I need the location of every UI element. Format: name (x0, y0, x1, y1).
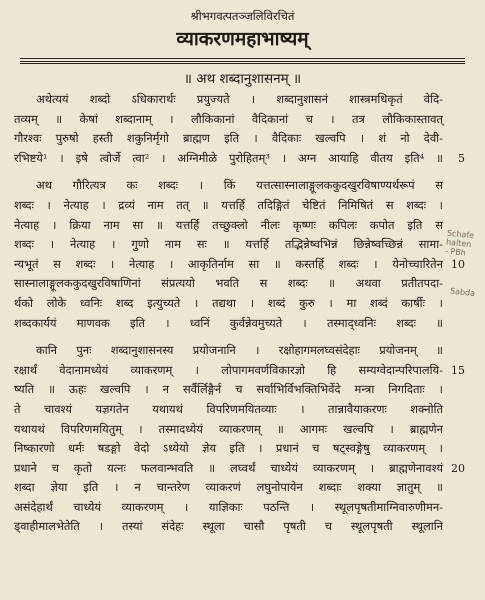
text-line (14, 341, 471, 361)
line-number: 5 (458, 151, 465, 165)
paragraph (14, 341, 471, 537)
line-text: ष्यति ॥ ऊहः खल्वपि । न सर्वैर्लिङ्गैर्न च सर्वाभिर्विभक्तिभिर्वेदे मन्त्रा निगदिताः । (14, 382, 443, 397)
line-number: 20 (451, 461, 465, 475)
text-line (14, 459, 471, 479)
text-line (14, 255, 471, 275)
paragraph (14, 176, 471, 333)
text-line (14, 90, 471, 110)
line-text: गौरश्वः पुरुषो हस्ती शकुनिर्मृगो ब्राह्मण इति । वैदिकाः खल्वपि । शं नो देवी- (14, 131, 443, 146)
line-text: सास्नालाङ्गूलककुदखुरविषाणिनां संप्रत्ययो भवति स शब्दः ॥ अथवा प्रतीतपदा- (14, 276, 443, 291)
text-line (14, 110, 471, 130)
line-text: रभिष्टये¹ । इषे त्वोर्जे त्वा² । अग्निमीळे पुरोहितम्³ । अग्न आयाहि वीतय इति⁴ ॥ (14, 150, 443, 165)
work-title: व्याकरणमहाभाष्यम् (176, 28, 309, 50)
text-line (14, 420, 471, 440)
text-line (14, 314, 471, 334)
paragraph-gap (14, 333, 471, 341)
text-line (14, 478, 471, 498)
line-text: अथ गौरित्यत्र कः शब्दः । किं यत्तत्सास्नालाङ्गूलककुदखुरविषाण्यर्थरूपं स (36, 178, 443, 193)
line-text: ते चावश्यं यज्ञगतेन यथायथं विपरिणमयितव्याः । तान्नावैयाकरणः शक्नोति (14, 401, 443, 416)
line-text: असंदेहार्थं चाध्येयं व्याकरणम् । याज्ञिकाः पठन्ति । स्थूलपृषतीमाग्निवारुणीमन- (14, 499, 443, 514)
text-line (14, 216, 471, 236)
margin-note: Schafe halten - PBh (444, 228, 475, 258)
line-text: कानि पुनः शब्दानुशासनस्य प्रयोजनानि । रक्षोहागमलघ्वसंदेहाः प्रयोजनम् ॥ (36, 343, 443, 358)
line-text: नेत्याह । क्रिया नाम सा ॥ यत्तर्हि तच्छुक्लो नीलः कृष्णः कपिलः कपोत इति स (14, 217, 443, 232)
margin-note: Sabda (449, 286, 476, 299)
section-title: ॥ अथ शब्दानुशासनम् ॥ (183, 71, 302, 87)
line-text: तव्यम् ॥ केषां शब्दानाम् । लौकिकानां वैदिकानां च । तत्र लौकिकास्तावत् (14, 111, 443, 126)
text-line (14, 294, 471, 314)
line-text: न्यभूतं स शब्दः । नेत्याह । आकृतिर्नाम सा ॥ कस्तर्हि शब्दः । येनोच्चारितेन (14, 256, 443, 271)
title-double-rule (20, 61, 465, 64)
line-text: रक्षार्थं वेदानामध्येयं व्याकरणम् । लोपागमवर्णविकारज्ञो हि सम्यग्वेदान्परिपालयि- (14, 362, 443, 377)
line-text: शब्दा ज्ञेया इति । न चान्तरेण व्याकरणं लघुनोपायेन शब्दाः शक्या ज्ञातुम् ॥ (14, 480, 443, 495)
text-line (14, 274, 471, 294)
line-text: यथायथं विपरिणमयितुम् । तस्मादध्येयं व्याकरणम् ॥ आगमः खल्वपि । ब्राह्मणेन (14, 421, 443, 436)
line-text: शब्दकार्ययं माणवक इति । ध्वनिं कुर्वन्नेवमुच्यते । तस्माद्ध्वनिः शब्दः ॥ (14, 315, 443, 330)
line-text: शब्दः । नेत्याह । द्रव्यं नाम तत् ॥ यत्तर्हि तदिङ्गितं चेष्टितं निमिषितं स शब्दः । (14, 197, 443, 212)
text-line (14, 361, 471, 381)
text-line (14, 400, 471, 420)
line-text: शब्दः । नेत्याह । गुणो नाम सः ॥ यत्तर्हि तद्भिन्नेष्वभिन्नं छिन्नेष्वच्छिन्नं सामा- (14, 237, 443, 252)
text-line (14, 380, 471, 400)
text-line (14, 517, 471, 537)
text-line (14, 439, 471, 459)
author-line: श्रीभगवत्पतञ्जलिविरचितं (190, 9, 295, 23)
line-text: अथेत्ययं शब्दो ऽधिकारार्थः प्रयुज्यते । शब्दानुशासनं शास्त्रमधिकृतं वेदि- (36, 92, 443, 106)
text-line (14, 176, 471, 196)
text-line (14, 235, 471, 255)
paragraph-gap (14, 168, 471, 176)
line-text: प्रधाने च कृतो यत्नः फलवान्भवति ॥ लघ्वर्थं चाध्येयं व्याकरणम् । ब्राह्मणेनावश्यं (14, 460, 443, 475)
line-text: निष्कारणो धर्मः षडङ्गो वेदो ऽध्येयो ज्ञेय इति । प्रधानं च षट्स्वङ्गेषु व्याकरणम् । (14, 441, 443, 456)
line-text: र्थको लोके ध्वनिः शब्द इत्युच्यते । तद्यथा । शब्दं कुरु । मा शब्दं कार्षीः । (14, 295, 443, 310)
line-number: 15 (451, 363, 465, 377)
paragraph (14, 90, 471, 168)
text-line (14, 196, 471, 216)
text-line (14, 129, 471, 149)
body-text (14, 90, 471, 537)
text-line (14, 149, 471, 169)
text-line (14, 498, 471, 518)
line-text: ड्वाहीमालभेतेति । तस्यां संदेहः स्थूला चासौ पृषती च स्थूलपृषती स्थूलानि (14, 519, 443, 534)
line-number: 10 (451, 257, 465, 271)
title-rule (20, 58, 465, 59)
